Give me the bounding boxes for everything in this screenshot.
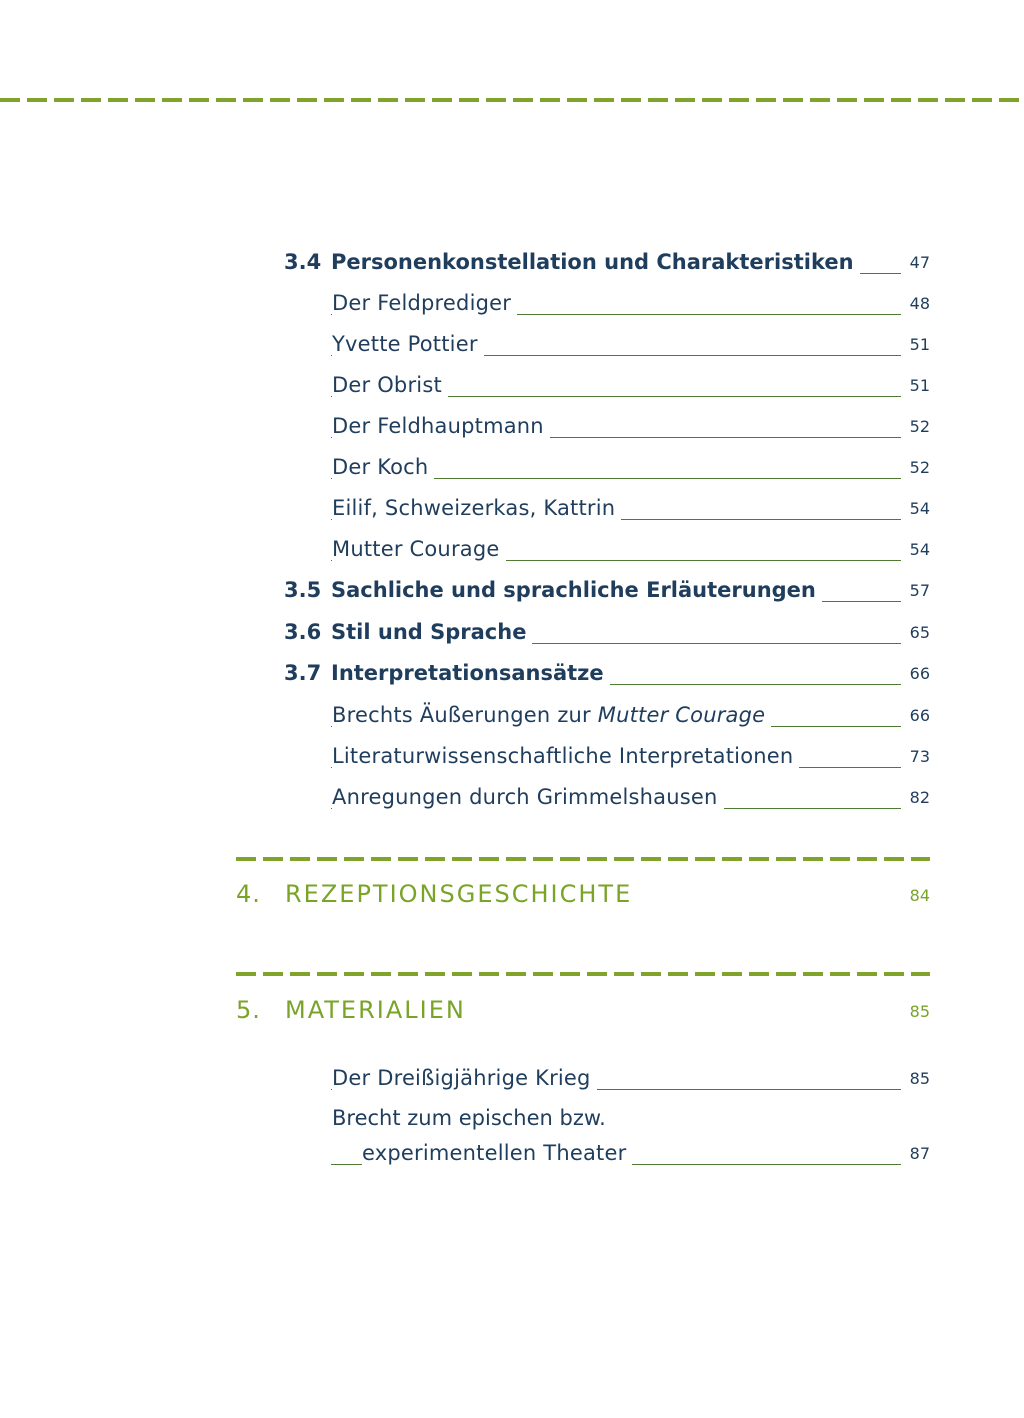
section-number: 3.6 xyxy=(284,620,322,644)
subsection-title: Der Feldhauptmann xyxy=(332,414,550,438)
subsection-title xyxy=(332,703,771,727)
subsection-title: Anregungen durch Grimmelshausen xyxy=(332,785,724,809)
page-number: 85 xyxy=(909,1069,930,1088)
page-number: 73 xyxy=(909,747,930,766)
toc-entry-grimmelshausen[interactable] xyxy=(0,785,1024,815)
toc-entry-feldprediger[interactable] xyxy=(0,291,1024,321)
subsection-title: Der Dreißigjährige Krieg xyxy=(332,1066,597,1090)
subsection-title: Mutter Courage xyxy=(332,537,506,561)
subsection-title: Literaturwissenschaftliche Interpretationen xyxy=(332,744,799,768)
toc-entry-3-5[interactable] xyxy=(0,578,1024,608)
subsection-title: Yvette Pottier xyxy=(332,332,484,356)
page-number: 54 xyxy=(909,499,930,518)
page-number: 66 xyxy=(909,664,930,683)
toc-entry-3-4[interactable] xyxy=(0,250,1024,280)
subsection-title-line1: Brecht zum epischen bzw. xyxy=(332,1106,606,1130)
chapter-number: 4. xyxy=(236,880,261,908)
chapter-title: REZEPTIONSGESCHICHTE xyxy=(285,880,633,908)
toc-entry-brecht-episches-theater[interactable] xyxy=(0,1141,1024,1171)
section-number: 3.7 xyxy=(284,661,322,685)
page-number: 52 xyxy=(909,417,930,436)
page-number: 52 xyxy=(909,458,930,477)
toc-entry-obrist[interactable] xyxy=(0,373,1024,403)
page-number: 47 xyxy=(909,253,930,272)
title-prefix: Brechts Äußerungen zur xyxy=(332,703,598,727)
subsection-title: Der Koch xyxy=(332,455,434,479)
toc-entry-3-6[interactable] xyxy=(0,620,1024,650)
section-title: Sachliche und sprachliche Erläuterungen xyxy=(331,578,822,602)
page-number: 57 xyxy=(909,581,930,600)
chapter-5-dashed-rule xyxy=(236,972,930,976)
toc-entry-eilif-schweizerkas-kattrin[interactable] xyxy=(0,496,1024,526)
top-dashed-rule xyxy=(0,98,1024,102)
toc-chapter-4[interactable] xyxy=(0,880,1024,914)
toc-entry-koch[interactable] xyxy=(0,455,1024,485)
subsection-title-line2: experimentellen Theater xyxy=(362,1141,632,1165)
toc-entry-3-7[interactable] xyxy=(0,661,1024,691)
toc-chapter-5[interactable] xyxy=(0,996,1024,1030)
page-number: 51 xyxy=(909,376,930,395)
page-number: 65 xyxy=(909,623,930,642)
page-number: 48 xyxy=(909,294,930,313)
page-number: 82 xyxy=(909,788,930,807)
toc-entry-literaturwissenschaftliche[interactable] xyxy=(0,744,1024,774)
page-number: 66 xyxy=(909,706,930,725)
page-number: 84 xyxy=(909,886,930,905)
toc-entry-brechts-aeusserungen[interactable] xyxy=(0,703,1024,733)
section-number: 3.5 xyxy=(284,578,322,602)
chapter-4-dashed-rule xyxy=(236,857,930,861)
page-number: 51 xyxy=(909,335,930,354)
chapter-number: 5. xyxy=(236,996,261,1024)
section-title: Interpretationsansätze xyxy=(331,661,610,685)
title-italic: Mutter Courage xyxy=(597,703,766,727)
toc-entry-dreissigjaehriger-krieg[interactable] xyxy=(0,1066,1024,1096)
subsection-title: Eilif, Schweizerkas, Kattrin xyxy=(332,496,621,520)
page-number: 85 xyxy=(909,1002,930,1021)
toc-entry-mutter-courage[interactable] xyxy=(0,537,1024,567)
section-number: 3.4 xyxy=(284,250,322,274)
section-title: Personenkonstellation und Charakteristiken xyxy=(331,250,860,274)
page-number: 54 xyxy=(909,540,930,559)
toc-entry-feldhauptmann[interactable] xyxy=(0,414,1024,444)
section-title: Stil und Sprache xyxy=(331,620,532,644)
toc-entry-yvette-pottier[interactable] xyxy=(0,332,1024,362)
subsection-title: Der Feldprediger xyxy=(332,291,517,315)
chapter-title: MATERIALIEN xyxy=(285,996,466,1024)
subsection-title: Der Obrist xyxy=(332,373,448,397)
page-number: 87 xyxy=(909,1144,930,1163)
